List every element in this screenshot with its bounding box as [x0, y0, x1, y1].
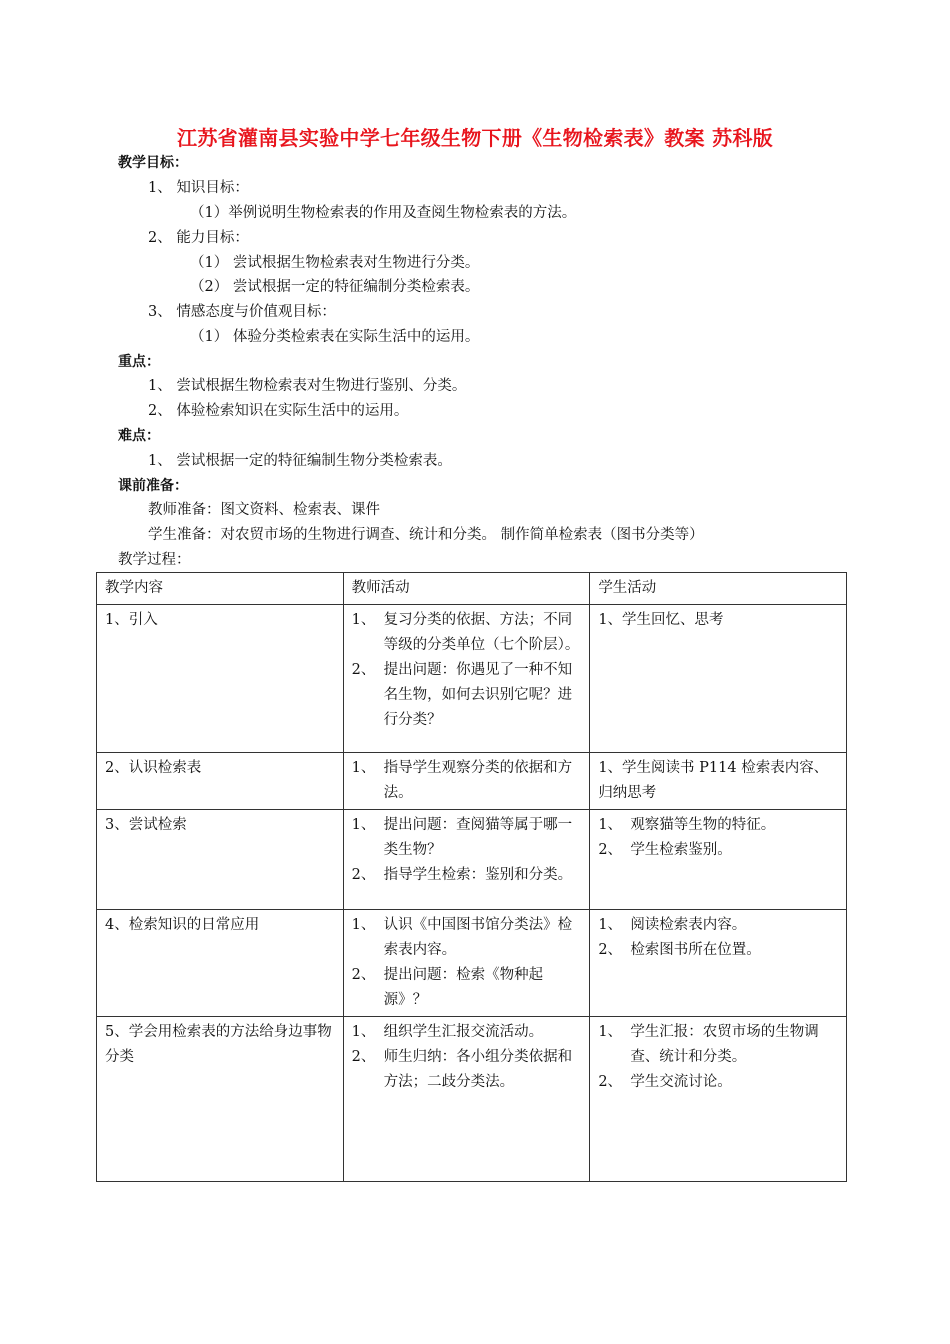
item-number: 1、: [351, 1024, 376, 1040]
item-text: 提出问题：检索《物种起源》？: [383, 967, 544, 1008]
table-row: [97, 810, 847, 910]
student-activity-cell: [590, 1017, 847, 1182]
teacher-activity-item: [352, 1020, 583, 1045]
teacher-activity-item: [352, 658, 583, 733]
student-activity-cell: [590, 910, 847, 1017]
item-number: 1、: [598, 917, 623, 933]
difficulty-1: 1、 尝试根据一定的特征编制生物分类检索表。: [148, 453, 452, 469]
process-heading: 教学过程：: [118, 552, 191, 568]
item-text: 学生检索鉴别。: [630, 842, 732, 858]
teaching-process-body: [97, 573, 847, 1182]
knowledge-objective-label: 1、 知识目标：: [148, 180, 249, 196]
teacher-activity-item: [352, 608, 583, 658]
item-text: 师生归纳：各小组分类依据和方法；二歧分类法。: [383, 1049, 573, 1090]
teaching-content-cell: 5、学会用检索表的方法给身边事物分类: [97, 1017, 344, 1182]
item-number: 2、: [598, 842, 623, 858]
item-text: 认识《中国图书馆分类法》检索表内容。: [383, 917, 573, 958]
teacher-activity-cell: [343, 910, 590, 1017]
item-number: 2、: [598, 942, 623, 958]
student-preparation: 学生准备：对农贸市场的生物进行调查、统计和分类。 制作简单检索表（图书分类等）: [148, 527, 704, 543]
item-number: 2、: [598, 1074, 623, 1090]
teacher-activity-item: [352, 963, 583, 1013]
teacher-activity-cell: [343, 753, 590, 810]
item-number: 1、: [351, 612, 376, 628]
document-title: 江苏省灌南县实验中学七年级生物下册《生物检索表》教案 苏科版: [177, 126, 773, 150]
item-number: 1、: [598, 817, 623, 833]
item-number: 1、: [351, 817, 376, 833]
student-activity-cell: [590, 810, 847, 910]
table-row: [97, 605, 847, 753]
student-activity-item: [598, 938, 839, 963]
table-row: [97, 753, 847, 810]
table-row: [97, 1017, 847, 1182]
key-point-1: 1、 尝试根据生物检索表对生物进行鉴别、分类。: [148, 378, 467, 394]
student-activity-cell: [590, 753, 847, 810]
teacher-activity-item: [352, 1045, 583, 1095]
item-text: 提出问题：你遇见了一种不知名生物，如何去识别它呢？进行分类？: [383, 662, 573, 728]
item-number: 1、: [598, 1024, 623, 1040]
preparation-heading: 课前准备：: [118, 478, 188, 494]
item-number: 1、: [351, 760, 376, 776]
key-point-2: 2、 体验检索知识在实际生活中的运用。: [148, 403, 409, 419]
item-text: 提出问题：查阅猫等属于哪一类生物？: [383, 817, 573, 858]
item-number: 2、: [351, 967, 376, 983]
item-text: 1、学生回忆、思考: [598, 612, 724, 628]
teacher-activity-item: [352, 913, 583, 963]
item-text: 指导学生观察分类的依据和方法。: [383, 760, 573, 801]
item-text: 检索图书所在位置。: [630, 942, 761, 958]
emotion-objective-item: （1） 体验分类检索表在实际生活中的运用。: [190, 329, 480, 345]
teaching-content-cell: 1、引入: [97, 605, 344, 753]
item-text: 观察猫等生物的特征。: [630, 817, 776, 833]
ability-objective-label: 2、 能力目标：: [148, 230, 249, 246]
ability-objective-item-2: （2） 尝试根据一定的特征编制分类检索表。: [190, 279, 480, 295]
item-text: 阅读检索表内容。: [630, 917, 747, 933]
teaching-content-cell: 2、认识检索表: [97, 753, 344, 810]
teacher-activity-item: [352, 863, 583, 888]
item-text: 学生交流讨论。: [630, 1074, 732, 1090]
teaching-content-cell: 4、检索知识的日常应用: [97, 910, 344, 1017]
teacher-activity-item: [352, 813, 583, 863]
student-activity-item: [598, 813, 839, 838]
teacher-activity-cell: [343, 605, 590, 753]
difficulties-heading: 难点：: [118, 428, 160, 444]
item-text: 学生汇报：农贸市场的生物调查、统计和分类。: [630, 1024, 819, 1065]
column-header-student: 学生活动: [590, 573, 847, 605]
item-text: 1、学生阅读书 P114 检索表内容、归纳思考: [598, 760, 829, 801]
item-text: 指导学生检索：鉴别和分类。: [383, 867, 573, 883]
ability-objective-item-1: （1） 尝试根据生物检索表对生物进行分类。: [190, 255, 480, 271]
teaching-content-cell: 3、尝试检索: [97, 810, 344, 910]
student-activity-item: [598, 756, 839, 806]
teacher-preparation: 教师准备：图文资料、检索表、课件: [148, 502, 380, 518]
table-row: [97, 910, 847, 1017]
teacher-activity-cell: [343, 1017, 590, 1182]
key-points-heading: 重点：: [118, 354, 160, 370]
student-activity-item: [598, 1070, 839, 1095]
item-number: 2、: [351, 662, 376, 678]
student-activity-item: [598, 838, 839, 863]
item-number: 1、: [351, 917, 376, 933]
teacher-activity-item: [352, 756, 583, 806]
item-text: 组织学生汇报交流活动。: [383, 1024, 544, 1040]
student-activity-item: [598, 608, 839, 633]
item-number: 2、: [351, 1049, 376, 1065]
teaching-process-table: [96, 572, 847, 1182]
objectives-heading: 教学目标：: [118, 155, 188, 171]
emotion-objective-label: 3、 情感态度与价值观目标：: [148, 304, 336, 320]
student-activity-item: [598, 1020, 839, 1070]
column-header-content: 教学内容: [97, 573, 344, 605]
teacher-activity-cell: [343, 810, 590, 910]
table-header-row: [97, 573, 847, 605]
item-text: 复习分类的依据、方法；不同等级的分类单位（七个阶层）。: [383, 612, 580, 653]
knowledge-objective-item: （1）举例说明生物检索表的作用及查阅生物检索表的方法。: [190, 205, 577, 221]
student-activity-item: [598, 913, 839, 938]
student-activity-cell: [590, 605, 847, 753]
column-header-teacher: 教师活动: [343, 573, 590, 605]
item-number: 2、: [351, 867, 376, 883]
